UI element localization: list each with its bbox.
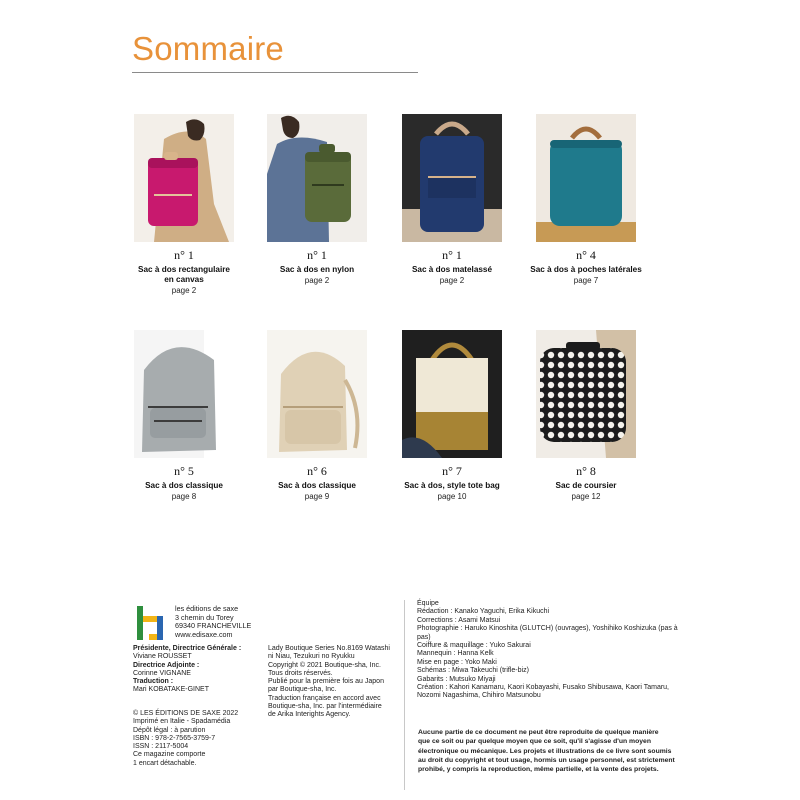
- item-page: page 12: [571, 492, 601, 501]
- item-name: Sac de coursier: [555, 481, 617, 490]
- title-underline: [132, 72, 418, 73]
- item-name: Sac à dos classique: [278, 481, 356, 490]
- teal-backpack-photo: [536, 114, 636, 242]
- publisher-address: [175, 605, 251, 639]
- staff-credits: Présidente, Directrice Générale : Viviane ROUSSET Directrice Adjointe : Corinne VIGNANE Traduction : Mari KOBATAKE-GINET: [133, 645, 242, 694]
- item-page: page 8: [171, 492, 197, 501]
- catalog-item-8[interactable]: [516, 330, 656, 501]
- grey-classic-backpack-photo: [134, 330, 234, 458]
- item-name: Sac à dos rectangulaire en canvas: [138, 265, 230, 284]
- column-divider: [404, 600, 405, 790]
- item-number: n° 7: [442, 464, 462, 478]
- catalog-item-1[interactable]: [114, 114, 254, 295]
- beige-classic-backpack-photo: [267, 330, 367, 458]
- publisher-street: 3 chemin du Torey: [175, 612, 234, 622]
- item-name: Sac à dos, style tote bag: [404, 481, 500, 490]
- tote-style-backpack-photo: [402, 330, 502, 458]
- item-name: Sac à dos en nylon: [279, 265, 355, 274]
- catalog-item-3[interactable]: [382, 114, 522, 285]
- green-nylon-backpack-photo: [267, 114, 367, 242]
- catalog-item-7[interactable]: [382, 330, 522, 501]
- catalog-item-2[interactable]: [247, 114, 387, 285]
- team-credits: Équipe Rédaction : Kanako Yaguchi, Erika Kikuchi Corrections : Asami Matsui Photographie : Haruko Kinoshita (GLUTCH) (ouvrages), Yoshihiko Koshizuka (pas à pas) Coiffure & maquillage : Yuko Sakurai Mannequin : Hanna Kelk Mise en page : Yoko Maki Schémas : Miwa Takeuchi (trifle-biz) Gabarits : Mutsuko Miyaji Création : Kahori Kanamaru, Kaori Kobayashi, Fusako Shibusawa, Kaori Tamaru, Nozomi Nagashima, Chihiro Matsunobu: [417, 600, 678, 700]
- item-number: n° 6: [307, 464, 327, 478]
- publisher-city: 69340 FRANCHEVILLE: [175, 621, 252, 631]
- item-number: n° 4: [576, 248, 596, 262]
- pink-backpack-photo: [134, 114, 234, 242]
- item-name: Sac à dos classique: [145, 481, 223, 490]
- catalog-item-5[interactable]: [114, 330, 254, 501]
- item-number: n° 1: [174, 248, 194, 262]
- item-page: page 2: [171, 286, 197, 295]
- item-number: n° 1: [307, 248, 327, 262]
- page-title: Sommaire: [132, 30, 284, 67]
- item-name: Sac à dos à poches latérales: [530, 265, 642, 274]
- item-number: n° 1: [442, 248, 462, 262]
- legal-info: © LES ÉDITIONS DE SAXE 2022 Imprimé en Italie - Spadamédia Dépôt légal : à parution ISBN : 978-2-7565-3759-7 ISSN : 2117-5004 Ce magazine comporte 1 encart détachable.: [133, 710, 239, 767]
- item-page: page 10: [437, 492, 467, 501]
- catalog-item-4[interactable]: [516, 114, 656, 285]
- catalog-item-6[interactable]: [247, 330, 387, 501]
- item-page: page 9: [304, 492, 330, 501]
- navy-quilted-backpack-photo: [402, 114, 502, 242]
- publisher-website[interactable]: www.edisaxe.com: [175, 629, 233, 639]
- item-number: n° 5: [174, 464, 194, 478]
- copyright-notice: Aucune partie de ce document ne peut être reproduite de quelque manière que ce soit ou par quelque moyen que ce soit, qu'il s'agisse d'un moyen électronique ou mécanique. Les projets et illustrations de ce livre sont soumis au droit du copyright et tout usage, hormis un usage personnel, est strictement prohibé, y compris la reproduction, même partielle, et la vente des projets.: [418, 729, 675, 774]
- publisher-name: les éditions de saxe: [175, 604, 239, 613]
- publisher-logo-icon: [135, 606, 171, 640]
- polka-dot-messenger-bag-photo: [536, 330, 636, 458]
- item-page: page 2: [439, 276, 465, 285]
- item-page: page 2: [304, 276, 330, 285]
- series-copyright: Lady Boutique Series No.8169 Watashi ni Niau, Tezukuri no Ryukku Copyright © 2021 Boutique-sha, Inc. Tous droits réservés. Publié pour la première fois au Japon par Boutique-sha, Inc. Traduction française en accord avec Boutique-sha, Inc. par l'intermédiaire de Arika Interights Agency.: [268, 645, 390, 719]
- item-name: Sac à dos matelassé: [411, 265, 493, 274]
- item-page: page 7: [573, 276, 599, 285]
- item-number: n° 8: [576, 464, 596, 478]
